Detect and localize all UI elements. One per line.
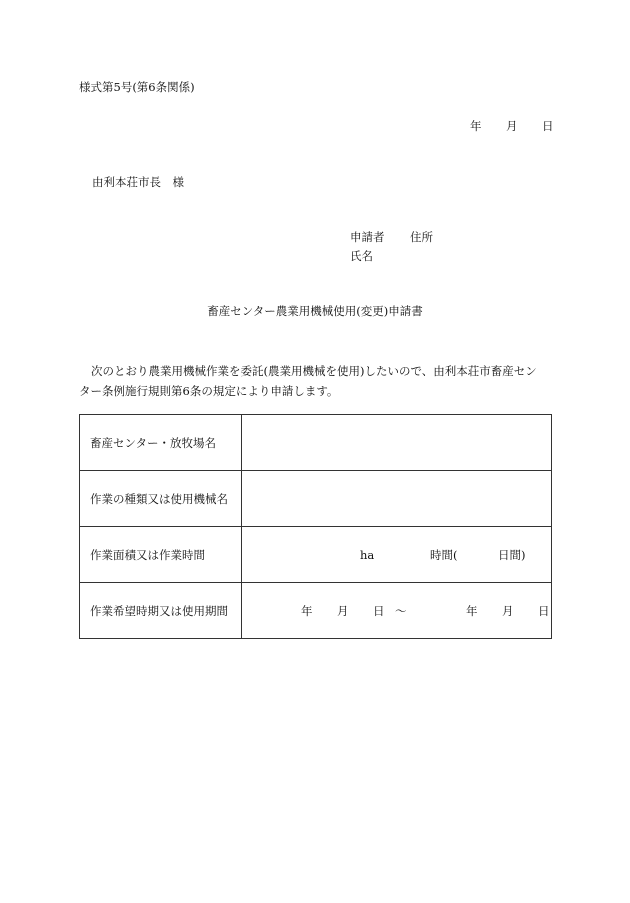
document-title: 畜産センター農業用機械使用(変更)申請書 — [207, 304, 423, 318]
period-field[interactable] — [242, 583, 552, 639]
table-row — [80, 415, 552, 471]
body-line-2: ター条例施行規則第6条の規定により申請します。 — [79, 384, 339, 398]
to-year: 年 — [466, 604, 478, 618]
to-month: 月 — [502, 604, 514, 618]
date-year-label: 年 — [470, 119, 482, 133]
from-year: 年 — [301, 604, 313, 618]
unit-ha: ha — [360, 548, 375, 562]
addressee: 由利本荘市長 様 — [92, 175, 184, 189]
period-tilde: ～ — [395, 604, 407, 618]
table-row — [80, 471, 552, 527]
work-type-field[interactable] — [242, 471, 552, 527]
date-day-label: 日 — [542, 119, 554, 133]
applicant-name-label: 氏名 — [350, 249, 373, 263]
row-label-period: 作業希望時期又は使用期間 — [80, 583, 242, 639]
body-line-1: 次のとおり農業用機械作業を委託(農業用機械を使用)したいので、由利本荘市畜産セン — [91, 364, 537, 378]
form-number: 様式第5号(第6条関係) — [79, 80, 195, 94]
date-month-label: 月 — [506, 119, 518, 133]
table-row — [80, 527, 552, 583]
unit-days: 日間) — [498, 548, 526, 562]
from-month: 月 — [337, 604, 349, 618]
applicant-address-label: 住所 — [410, 230, 433, 244]
unit-hours: 時間( — [430, 548, 458, 562]
table-row — [80, 583, 552, 639]
body-text — [79, 361, 554, 401]
row-label-work-type: 作業の種類又は使用機械名 — [80, 471, 242, 527]
from-day: 日 — [373, 604, 385, 618]
to-day: 日 — [538, 604, 550, 618]
facility-name-field[interactable] — [242, 415, 552, 471]
row-label-facility: 畜産センター・放牧場名 — [80, 415, 242, 471]
row-label-area-hours: 作業面積又は作業時間 — [80, 527, 242, 583]
area-hours-field[interactable] — [242, 527, 552, 583]
applicant-role-label: 申請者 — [350, 230, 385, 244]
application-table — [79, 414, 552, 639]
